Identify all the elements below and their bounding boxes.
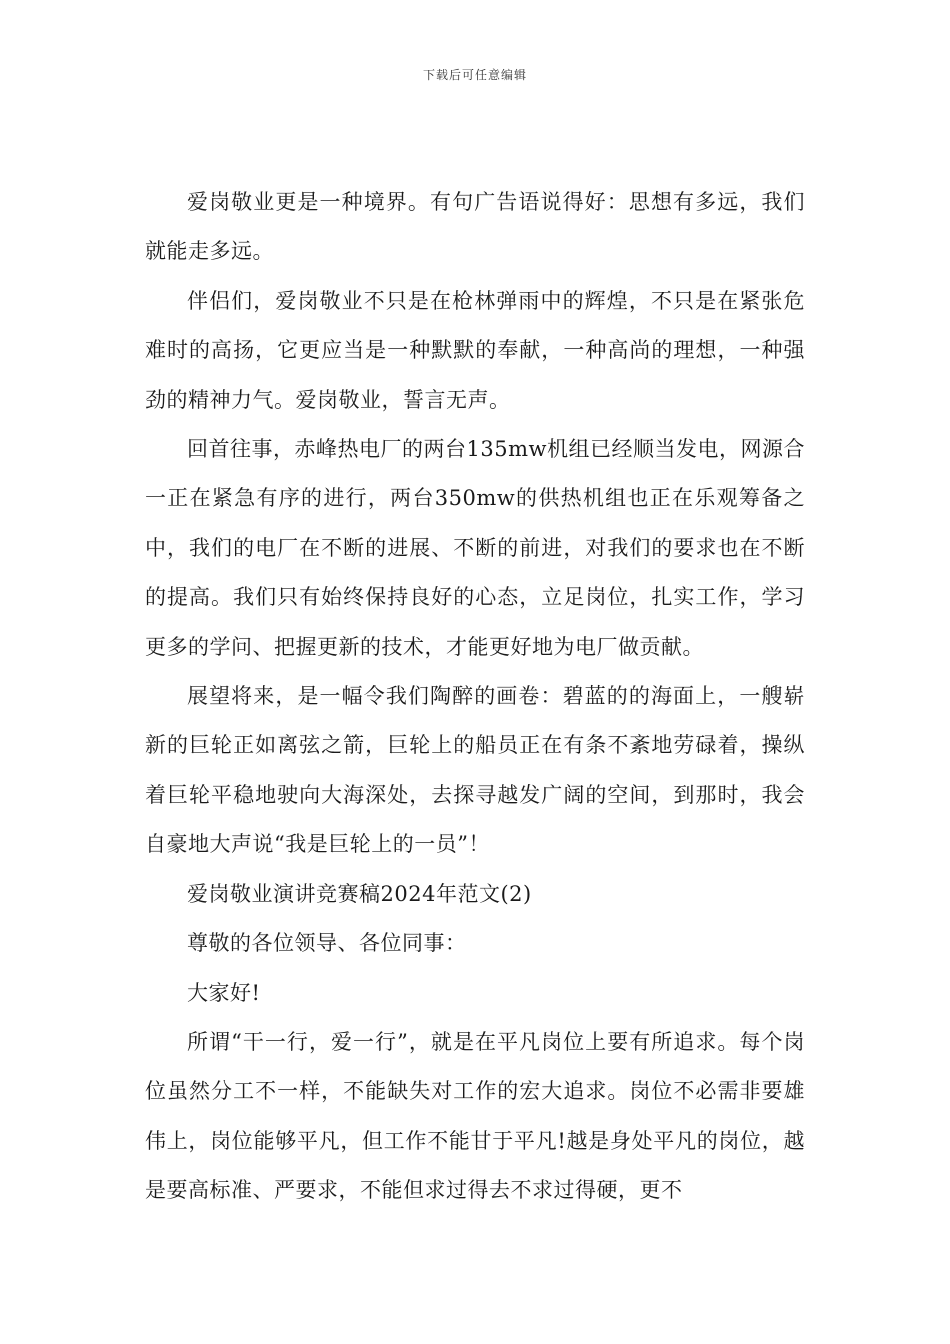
paragraph: 伴侣们，爱岗敬业不只是在枪林弹雨中的辉煌，不只是在紧张危难时的高扬，它更应当是一种默默的奉献，一种高尚的理想，一种强劲的精神力气。爱岗敬业，誓言无声。 bbox=[145, 288, 805, 412]
salutation: 尊敬的各位领导、各位同事： bbox=[187, 931, 467, 956]
greeting: 大家好! bbox=[187, 980, 261, 1005]
paragraph: 所谓“干一行，爱一行”，就是在平凡岗位上要有所追求。每个岗位虽然分工不一样，不能缺失对工作的宏大追求。岗位不必需非要雄伟上，岗位能够平凡，但工作不能甘于平凡!越是身处平凡的岗位，越是要高标准、严要求，不能但求过得去不求过得硬，更不 bbox=[145, 1029, 805, 1203]
paragraph: 回首往事，赤峰热电厂的两台135mw机组已经顺当发电，网源合一正在紧急有序的进行，两台350mw的供热机组也正在乐观筹备之中，我们的电厂在不断的进展、不断的前进，对我们的要求也在不断的提高。我们只有始终保持良好的心态，立足岗位，扎实工作，学习更多的学问、把握更新的技术，才能更好地为电厂做贡献。 bbox=[145, 437, 805, 659]
page-header: 下载后可任意编辑 bbox=[422, 68, 527, 82]
section-title: 爱岗敬业演讲竞赛稿2024年范文(2) bbox=[187, 881, 532, 906]
paragraph: 爱岗敬业更是一种境界。有句广告语说得好：思想有多远，我们就能走多远。 bbox=[145, 190, 805, 264]
document-body bbox=[145, 178, 805, 1216]
paragraph: 展望将来，是一幅令我们陶醉的画卷：碧蓝的的海面上，一艘崭新的巨轮正如离弦之箭，巨轮上的船员正在有条不紊地劳碌着，操纵着巨轮平稳地驶向大海深处，去探寻越发广阔的空间，到那时，我会自豪地大声说“我是巨轮上的一员”！ bbox=[145, 684, 805, 857]
